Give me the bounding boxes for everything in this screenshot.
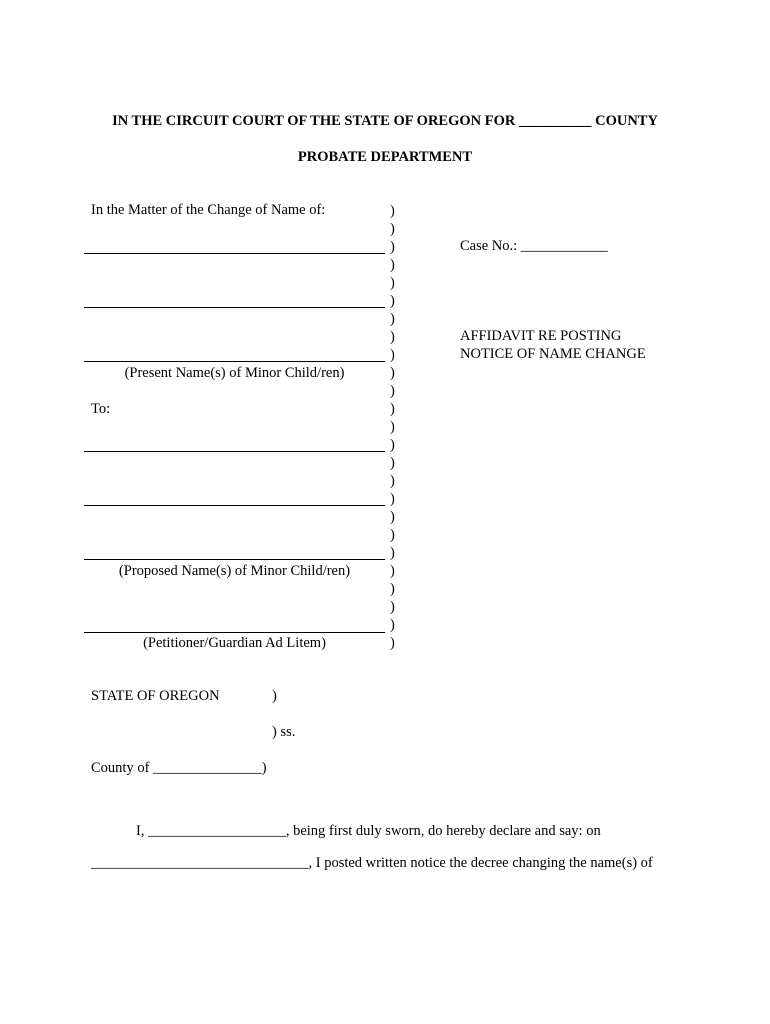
caption-paren-column (390, 202, 402, 652)
venue-ss: ) ss. (272, 724, 296, 740)
name-blank-line-2 (84, 307, 385, 308)
venue-county: County of _______________) (91, 760, 267, 776)
proposed-blank-line-2 (84, 505, 385, 506)
present-names-label: (Present Name(s) of Minor Child/ren) (124, 365, 345, 381)
caption-paren: ) (390, 401, 395, 417)
caption-paren: ) (390, 329, 395, 345)
caption-paren: ) (390, 365, 395, 381)
caption-paren: ) (390, 347, 395, 363)
court-heading: IN THE CIRCUIT COURT OF THE STATE OF OREGON FOR __________ COUNTY (112, 113, 658, 129)
caption-paren: ) (390, 383, 395, 399)
name-blank-line-3 (84, 361, 385, 362)
to-label: To: (91, 401, 111, 417)
petitioner-label: (Petitioner/Guardian Ad Litem) (143, 635, 326, 651)
proposed-blank-line-1 (84, 451, 385, 452)
name-blank-line-1 (84, 253, 385, 254)
caption-paren: ) (390, 491, 395, 507)
affidavit-body-line-2: ______________________________, I posted written notice the decree changing the name(s) of (91, 855, 653, 871)
caption-paren: ) (390, 563, 395, 579)
caption-paren: ) (390, 455, 395, 471)
caption-paren: ) (390, 545, 395, 561)
venue-state: STATE OF OREGON (91, 688, 220, 704)
caption-paren: ) (390, 239, 395, 255)
caption-paren: ) (390, 581, 395, 597)
caption-paren: ) (390, 473, 395, 489)
caption-paren: ) (390, 257, 395, 273)
affidavit-title-line-2: NOTICE OF NAME CHANGE (460, 346, 646, 362)
caption-paren: ) (390, 419, 395, 435)
caption-paren: ) (390, 311, 395, 327)
caption-paren: ) (390, 527, 395, 543)
affidavit-body-line-1: I, ___________________, being first duly sworn, do hereby declare and say: on (136, 823, 601, 839)
caption-paren: ) (390, 617, 395, 633)
case-number: Case No.: ____________ (460, 238, 608, 254)
affidavit-title-line-1: AFFIDAVIT RE POSTING (460, 328, 622, 344)
petitioner-blank-line (84, 632, 385, 633)
caption-paren: ) (390, 599, 395, 615)
proposed-names-label: (Proposed Name(s) of Minor Child/ren) (118, 563, 351, 579)
caption-paren: ) (390, 275, 395, 291)
venue-state-paren: ) (272, 688, 277, 704)
caption-paren: ) (390, 221, 395, 237)
caption-paren: ) (390, 509, 395, 525)
department-heading: PROBATE DEPARTMENT (297, 149, 473, 165)
caption-paren: ) (390, 437, 395, 453)
caption-paren: ) (390, 635, 395, 651)
caption-paren: ) (390, 293, 395, 309)
proposed-blank-line-3 (84, 559, 385, 560)
caption-paren: ) (390, 203, 395, 219)
matter-label: In the Matter of the Change of Name of: (91, 202, 326, 218)
